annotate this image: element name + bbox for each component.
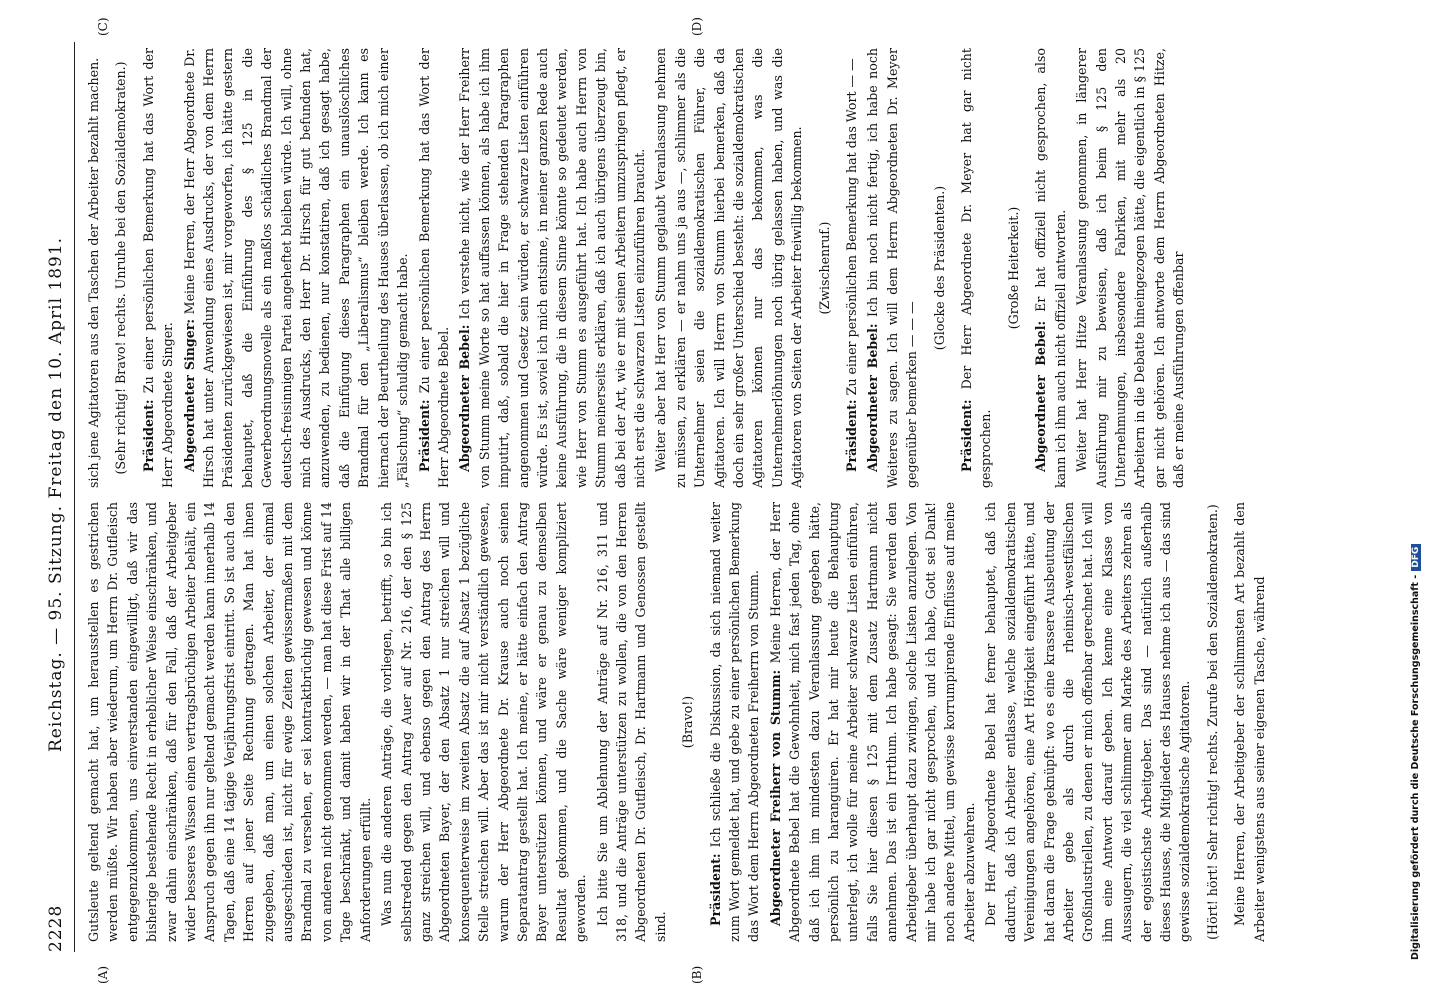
speech-text: Er hat offiziell nicht gesprochen, also kann ich ihm auch nicht offiziell antworten. (1033, 48, 1068, 488)
interjection: (Zwischenruf.) (816, 221, 832, 315)
margin-mark-c: (C) (96, 17, 110, 36)
interjection: (Hört! hört! Sehr richtig! rechts. Zurufe bei den Sozialdemokraten.) (1204, 504, 1220, 940)
page-header (40, 42, 75, 952)
paragraph (766, 502, 979, 942)
speech-text: Ich bin noch nicht fertig, ich habe noch Weiteres zu sagen. Ich will dem Herrn Abgeordneten Dr. Meyer gegenüber bemerken — — — (865, 48, 920, 488)
paragraph (706, 502, 764, 942)
paragraph (1031, 48, 1070, 488)
speech-text: Ich schließe die Diskussion, da sich niemand weiter zum Wort gemeldet hat, und gebe zu einer persönlichen Bemerkung das Wort dem Herrn Abgeordneten Freiherrn von Stumm. (707, 502, 762, 942)
speech-text: Meine Herren, der Herr Abgeordnete Dr. Hirsch hat unter Anwendung eines Ausdrucks, der von dem Herrn Präsidenten zurückgewiesen ist, mir vorgeworfen, ich hätte gestern behauptet, daß die Einführung des § 125 in die Gewerbeordnungsnovelle als ein maßlos schädliches Brandmal der deutsch-freisinnigen Partei angeheftet bleiben würde. Ich will, ohne mich des Ausdrucks, den Herr Dr. Hirsch für gut befunden hat, anzuwenden, zu bedienen, nur konstatiren, daß ich gesagt habe, daß die Einfügung dieses Paragraphen ein unauslöschliches Brandmal für den „Liberalismus“ bleiben werde. Ich kann es hiernach der Beurtheilung des Hauses überlassen, ob ich mich einer „Fälschung“ schuldig gemacht habe. (181, 48, 411, 488)
margin-mark-a: (A) (96, 965, 110, 984)
paragraph: Gutsleute geltend gemacht hat, um herausstellen es gestrichen werden müßte. Wir haben aber wiederum, um Herrn Dr. Gutfleisch entgegenzukommen, uns einverstanden eingewilligt, daß wir das bisherige bestehende Recht in erheblicher Weise einschränken, und zwar dahin einschränken, daß für den Fall, daß der Arbeitgeber wider besseres Wissen einen vertragsbrüchigen Arbeiter behält, ein Anspruch gegen ihn nur geltend gemacht werden kann innerhalb 14 Tagen, daß eine 14 tägige Verjährungsfrist eintritt. So ist auch den Herren auf jener Seite Rechnung getragen. Man hat ihnen zugegeben, daß man, um einen solchen Arbeiter, der einmal ausgeschieden ist, nicht für ewige Zeiten gewissermaßen mit dem Brandmal zu versehen, er sei kontraktbrüchig gewesen und könne von anderen nicht genommen werden, — man hat diese Frist auf 14 Tage beschränkt, und damit haben wir in der That alle billigen Anforderungen erfüllt. (86, 502, 373, 942)
paragraph: Weiter aber hat Herr von Stumm geglaubt Veranlassung nehmen zu müssen, zu erklären — er nahm uns ja aus —, schlimmer als die Unternehmer seien die sozialdemokratischen Führer, die Agitatoren. Ich will Herrn von Stumm hierbei bemerken, daß da doch ein sehr großer Unterschied besteht: die sozialdemokratischen Agitatoren können nur das bekommen, was die Unternehmerlöhnungen noch übrig gelassen haben, und was die Agitatoren von Seiten der Arbeiter freiwillig bekommen. (653, 48, 805, 488)
speech-text: Der Herr Abgeordnete Dr. Meyer hat gar nicht gesprochen. (959, 48, 994, 488)
digitization-credit (1410, 544, 1421, 960)
margin-mark-d: (D) (690, 17, 704, 36)
paragraph: Meine Herren, der Arbeitgeber der schlimmsten Art bezahlt den Arbeiter wenigstens aus seiner eigenen Tasche, während (1232, 502, 1267, 942)
paragraph (863, 48, 921, 488)
speech-text: Zu einer persönlichen Bemerkung hat das Wort der Herr Abgeordnete Singer. (140, 48, 176, 488)
page-number: 2228 (46, 904, 66, 952)
speaker: Abgeordneter Freiherr von Stumm: (767, 669, 783, 926)
page-title: Reichstag. — 95. Sitzung. Freitag den 10. April 1891. (46, 236, 66, 752)
paragraph: Ich bitte Sie um Ablehnung der Anträge auf Nr. 216, 311 und 318, und die Anträge unterstützen zu wollen, die von den Herren Abgeordneten Dr. Gutfleisch, Dr. Hartmann und Genossen gestellt sind. (594, 502, 668, 942)
left-column (84, 502, 1414, 942)
speech-text: Ich verstehe nicht, wie der Herr Freiherr von Stumm meine Worte so hat auffassen können, als habe ich ihm imputirt, daß, sobald die hier in Frage stehenden Paragraphen angenommen und Gesetz sein würden, er schwarze Listen einführen würde. Es ist, soviel ich mich entsinne, in meiner ganzen Rede auch keine Ausführung, die in diesem Sinne könnte so gedeutet werden, wie Herr von Stumm es ausgeführt hat. Ich habe auch Herrn von Stumm meinerseits erklären, daß ich auch übrigens überzeugt bin, daß bei der Art, wie er mit seinen Arbeitern umzuspringen pflegt, er nicht erst die schwarzen Listen einzuführen braucht. (457, 48, 647, 488)
speaker: Abgeordneter Bebel: (1033, 320, 1049, 472)
paragraph (139, 48, 178, 488)
interjection: (Bravo!) (680, 695, 696, 749)
interjection: (Große Heiterkeit.) (1005, 206, 1021, 330)
margin-mark-b: (B) (690, 965, 704, 984)
paragraph (957, 48, 996, 488)
paragraph (455, 48, 649, 488)
speech-text: Zu einer persönlichen Bemerkung hat das Wort der Herr Abgeordnete Bebel. (416, 48, 451, 488)
speaker: Abgeordneter Bebel: (457, 324, 473, 472)
paragraph (415, 48, 454, 488)
interjection: (Sehr richtig! Bravo! rechts. Unruhe bei den Sozialdemokraten.) (113, 61, 129, 475)
speaker: Abgeordneter Bebel: (865, 323, 881, 472)
right-column (84, 48, 1414, 488)
credit-text: Digitalisierung gefördert durch die Deutsche Forschungsgemeinschaft - (1410, 574, 1421, 960)
dfg-logo-icon: DFG (1411, 544, 1421, 571)
paragraph (180, 48, 413, 488)
speaker: Präsident: (959, 399, 975, 472)
speaker: Präsident: (844, 399, 860, 472)
paragraph: Weiter hat Herr Hitze Veranlassung genommen, in längerer Ausführung mir zu beweisen, daß ich beim § 125 den Unternehmungen, insbesondere Fabriken, mit mehr als 20 Arbeitern in die Debatte hineingezogen hätte, die eigentlich in § 125 gar nicht gehören. Ich antworte dem Herrn Abgeordneten Hitze, daß er meine Ausführungen offenbar (1074, 48, 1187, 488)
speaker: Präsident: (707, 853, 723, 926)
speaker: Präsident: (416, 399, 432, 472)
speech-text: Zu einer persönlichen Bemerkung hat das Wort — — (844, 58, 860, 396)
interjection: (Glocke des Präsidenten.) (931, 185, 947, 351)
speaker: Präsident: (140, 399, 156, 472)
paragraph: Was nun die anderen Anträge, die vorliegen, betrifft, so bin ich selbstredend gegen den Antrag Auer auf Nr. 216, der den § 125 ganz streichen will, und ebenso gegen den Antrag des Herrn Abgeordneten Bayer, der den Absatz 1 nur streichen will und konsequenterweise im zweiten Absatz die auf Absatz 1 bezügliche Stelle streichen will. Aber das ist mir nicht verständlich gewesen, warum der Herr Abgeordnete Dr. Krause auch noch seinen Separatantrag gestellt hat. Ich meine, er hätte einfach den Antrag Bayer unterstützen können, und wäre er genau zu demselben Resultat gekommen, und die Sache wäre weniger kompliziert geworden. (379, 502, 589, 942)
speech-text: Meine Herren, der Herr Abgeordnete Bebel hat die Gewohnheit, mich fast jeden Tag, ohne daß ich ihm im mindesten dazu Veranlassung gegeben hätte, persönlich zu haranguiren. Er hat mir heute die Behauptung unterlegt, ich wolle für meine Arbeiter schwarze Listen einführen, falls Sie hier diesen § 125 mit dem Zusatz Hartmann nicht annehmen. Das ist ein Irrthum. Ich habe gesagt: Sie werden den Arbeitgeber überhaupt dazu zwingen, solche Listen anzulegen. Von mir habe ich gar nicht gesprochen, und ich habe, Gott sei Dank! noch andere Mittel, um gewisse korrumpirende Einflüsse auf meine Arbeiter abzuwehren. (767, 502, 977, 942)
paragraph (842, 48, 861, 488)
paragraph: Der Herr Abgeordnete Bebel hat ferner behauptet, daß ich dadurch, daß ich Arbeiter entlasse, welche sozialdemokratischen Vereinigungen angehören, eine Art Hörigkeit eingeführt hätte, und hat daran die Frage geknüpft: wo es eine krassere Ausbeutung der Arbeiter gebe als durch die rheinisch-westfälischen Großindustriellen, zu denen er mich offenbar gerechnet hat. Ich will ihm eine Antwort darauf geben. Ich kenne eine Klasse von Aussaugern, die viel schlimmer am Marke des Arbeiters zehren als der egoistischste Arbeitgeber. Das sind — natürlich außerhalb dieses Hauses, die Mitglieder des Hauses nehme ich aus — das sind gewisse sozialdemokratische Agitatoren. (983, 502, 1193, 942)
paragraph: sich jene Agitatoren aus den Taschen der Arbeiter bezahlt machen. (86, 57, 101, 488)
speaker: Abgeordneter Singer: (181, 318, 197, 472)
